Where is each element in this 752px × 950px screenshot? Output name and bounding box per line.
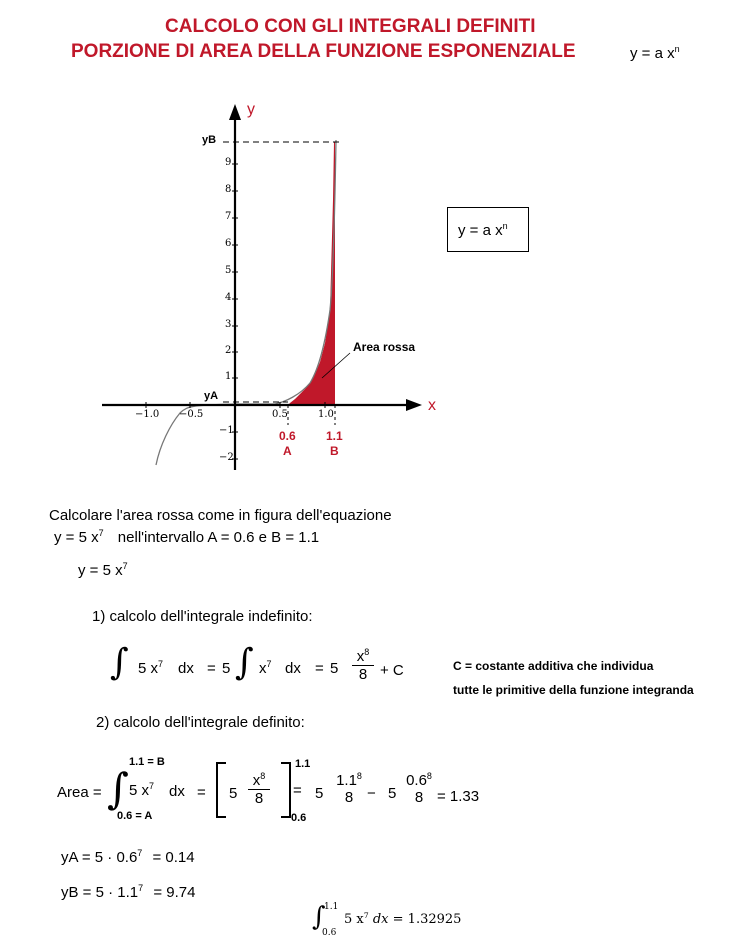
- point-A-name: A: [283, 444, 292, 458]
- x-tick-neg05: −0.5: [179, 409, 204, 420]
- y-tick-1: 1: [225, 371, 232, 382]
- yB-value: yB = $5 \cdot 1.1^7 = 9.74$: [61, 882, 196, 901]
- constant-note-2: tutte le primitive della funzione integranda: [453, 683, 694, 697]
- formula-box: y = a $x^n$: [447, 207, 529, 252]
- point-A-value: 0.6: [279, 429, 296, 443]
- left-bracket: [216, 762, 226, 818]
- step2-formula: Area = ∫ 1.1 = B 0.6 = A 5 $x^7$ dx = 5 $\frac{x^8}{8}$ 1.1 0.6 = 5 $1.1^8$ 8 − 5 $0.6^8$ 8 = 1.33: [57, 756, 480, 824]
- constant-note-1: C = costante additiva che individua: [453, 659, 654, 673]
- x-axis-label: x: [428, 397, 436, 414]
- x-tick-1: 1.0: [318, 409, 334, 420]
- point-B-name: B: [330, 444, 339, 458]
- y-tick-5: 5: [225, 265, 232, 276]
- integral-sign-icon: ∫: [312, 902, 326, 932]
- y-tick-3: 3: [225, 319, 232, 330]
- yB-label: yB: [202, 134, 217, 146]
- y-axis-label: y: [247, 101, 255, 118]
- yA-label: yA: [204, 390, 219, 402]
- area-label: Area rossa: [353, 340, 416, 354]
- y-tick-2: 2: [225, 345, 232, 356]
- y-tick-9: 9: [225, 157, 232, 168]
- y-tick-neg1: −1: [219, 425, 234, 436]
- y-tick-neg2: −2: [219, 452, 234, 463]
- title-formula: y = a $x^n$: [630, 43, 680, 62]
- y-tick-7: 7: [225, 211, 232, 222]
- title-line-1: CALCOLO CON GLI INTEGRALI DEFINITI: [165, 16, 536, 37]
- problem-equation: y = 5 $x^7$: [78, 560, 128, 579]
- x-tick-neg1: −1.0: [135, 409, 160, 420]
- problem-line-2: y = 5 $x^7$ nell'intervallo A = 0.6 e B = 1.1: [54, 527, 320, 546]
- step2-heading: 2) calcolo dell'integrale definito:: [96, 714, 305, 731]
- graph: [0, 90, 752, 480]
- title-line-2: PORZIONE DI AREA DELLA FUNZIONE ESPONENZIALE: [71, 41, 576, 62]
- x-axis-arrow: [406, 399, 422, 411]
- point-B-value: 1.1: [326, 429, 343, 443]
- integral-check: ∫ 1.1 0.6 5 $x^7$ dx = 1.32925: [312, 902, 462, 938]
- y-tick-8: 8: [225, 184, 232, 195]
- step1-heading: 1) calcolo dell'integrale indefinito:: [92, 608, 313, 625]
- integral-sign-icon: ∫: [110, 642, 129, 683]
- red-area: [288, 142, 335, 405]
- integral-sign-icon: ∫: [235, 642, 254, 683]
- y-tick-6: 6: [225, 238, 232, 249]
- right-bracket: [281, 762, 291, 818]
- problem-line-1: Calcolare l'area rossa come in figura dell'equazione: [49, 507, 392, 524]
- integral-sign-icon: ∫: [107, 764, 129, 813]
- x-tick-05: 0.5: [272, 409, 288, 420]
- y-tick-4: 4: [225, 292, 232, 303]
- yA-value: yA = $5 \cdot 0.6^7 = 0.14$: [61, 847, 195, 866]
- y-axis-arrow: [229, 104, 241, 120]
